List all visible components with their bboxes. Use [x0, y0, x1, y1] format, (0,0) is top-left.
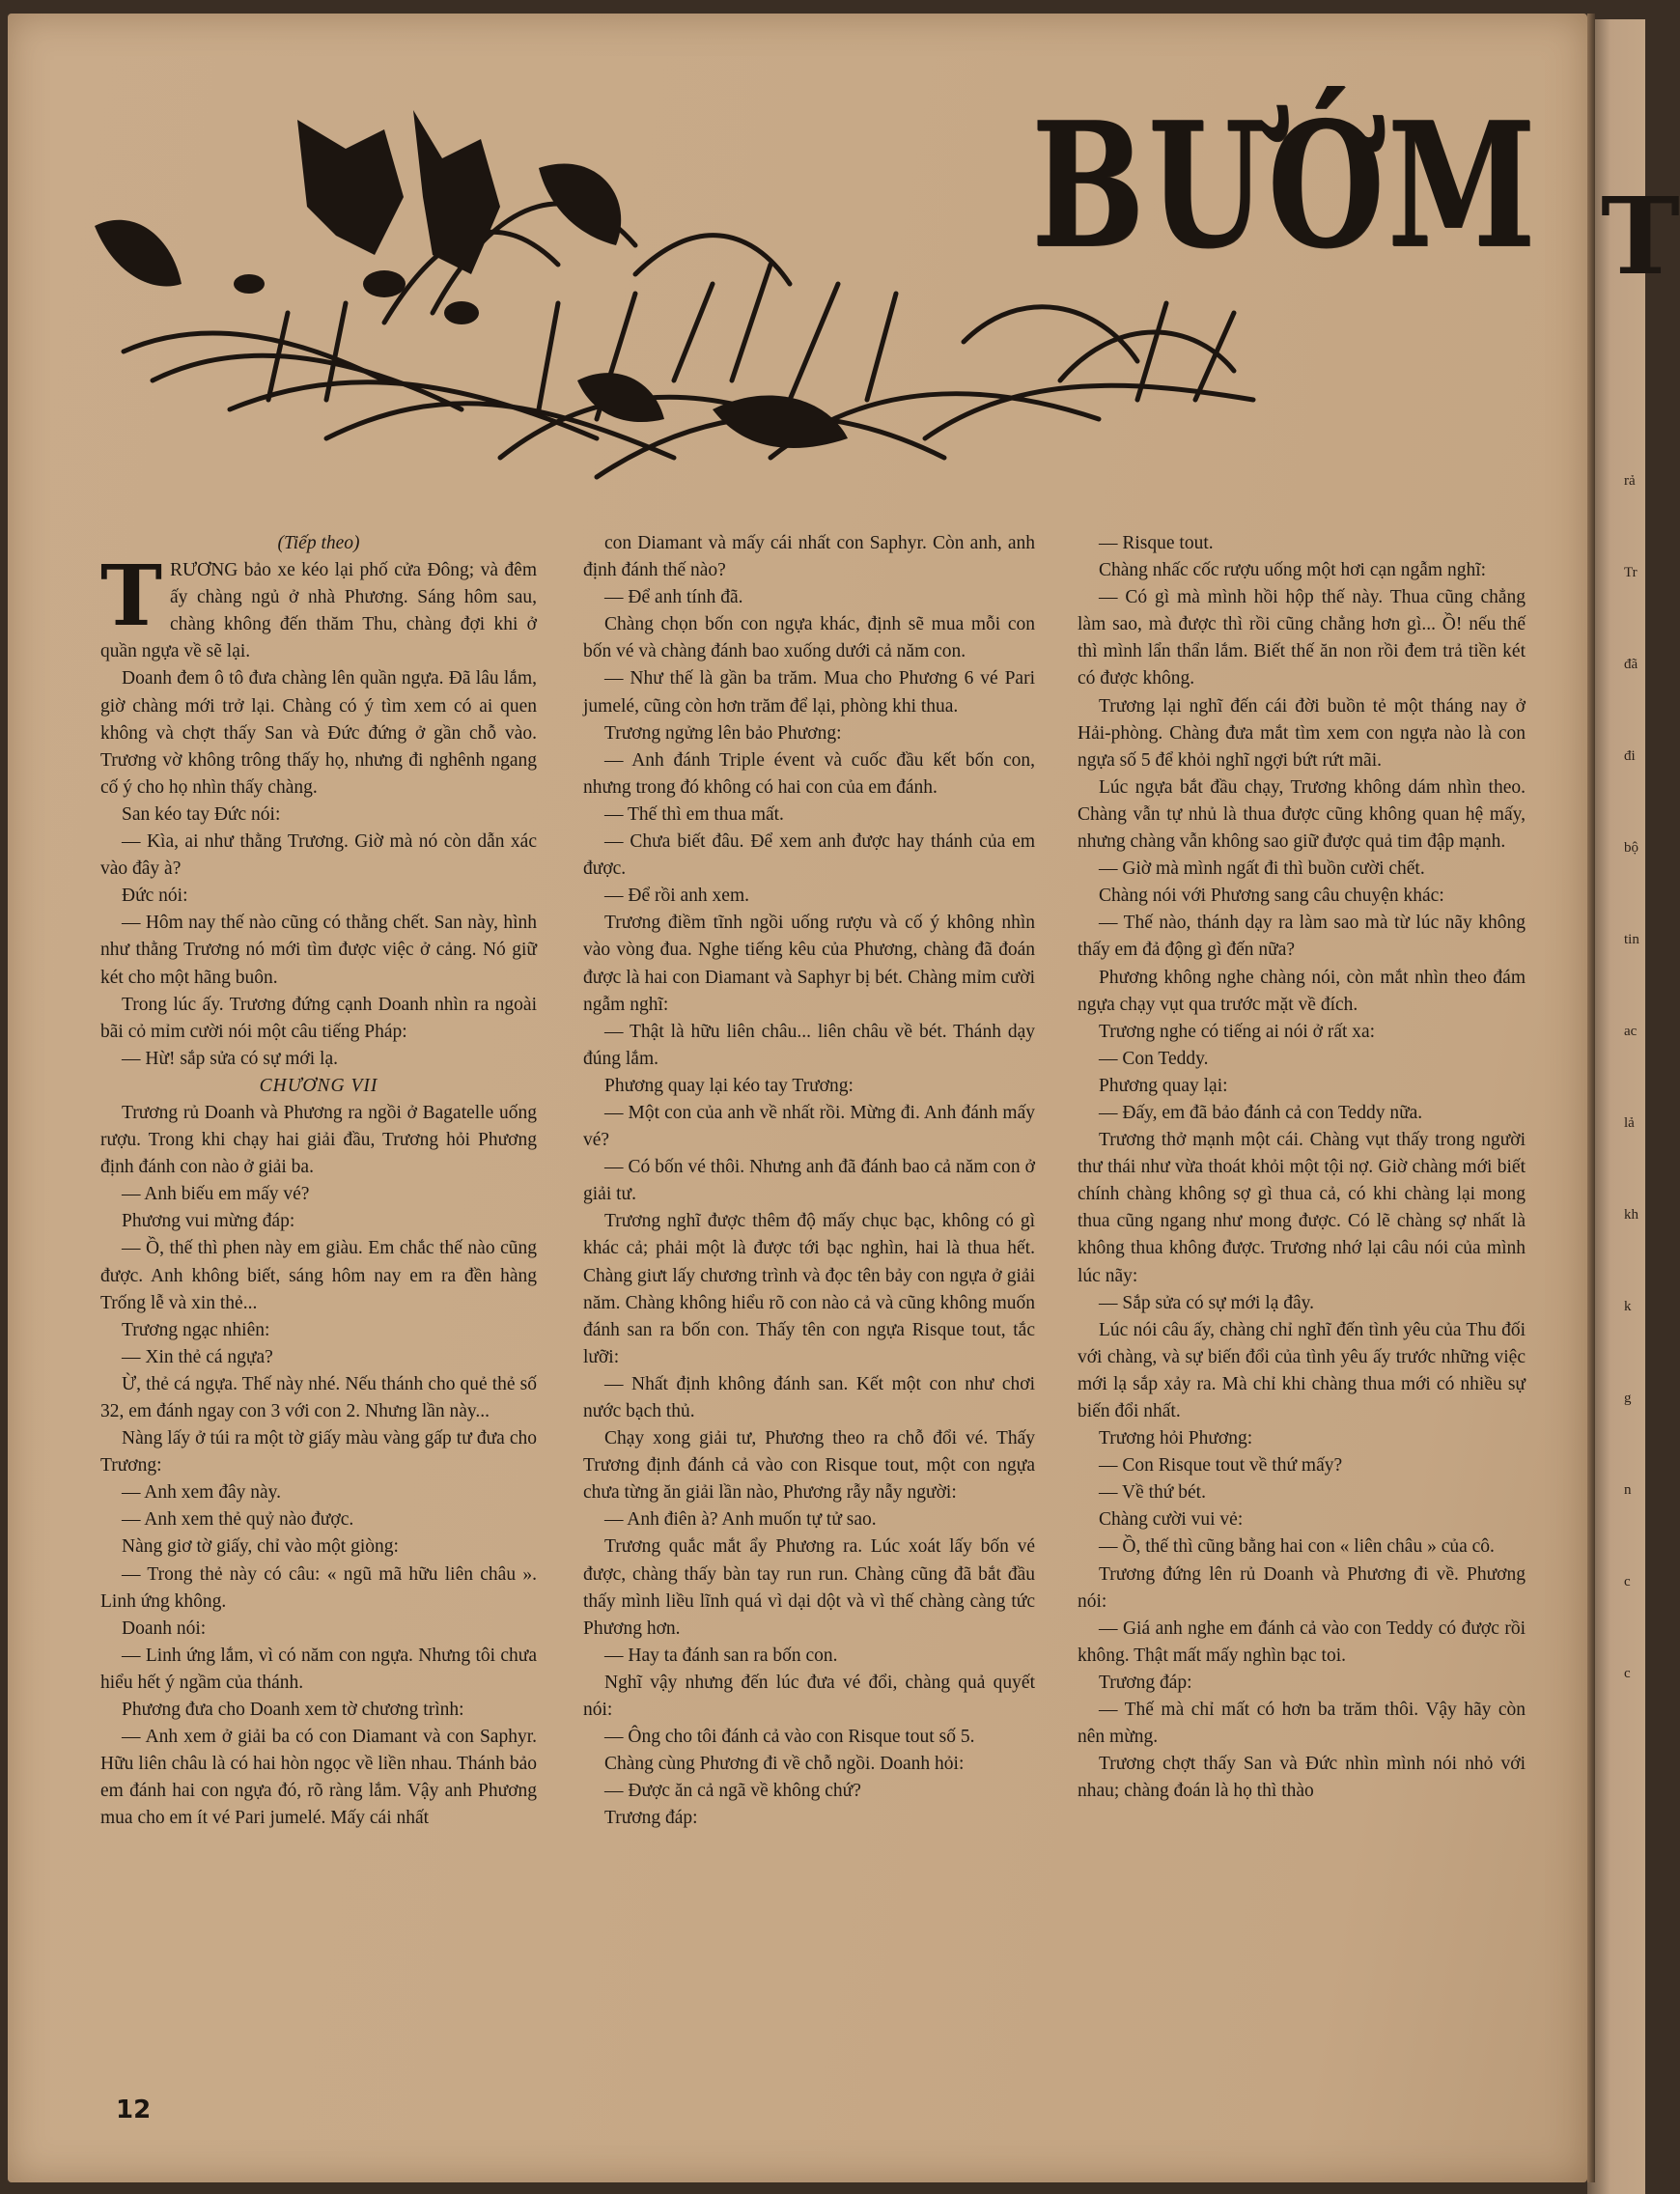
- paragraph: — Sắp sửa có sự mới lạ đây.: [1099, 1292, 1314, 1313]
- paragraph: — Anh xem đây này.: [122, 1482, 281, 1504]
- paragraph: Trương quắc mắt ẩy Phương ra. Lúc xoát lấy bốn vé được, chàng thấy bàn tay run run. Chàng cũng đã bắt đầu thấy mình liều lĩnh quá vì dại dột và vì thế chàng càng tức Phương hơn.: [583, 1536, 1035, 1639]
- paragraph: Doanh đem ô tô đưa chàng lên quần ngựa. Đã lâu lắm, giờ chàng mới trở lại. Chàng có ý tìm xem có ai quen không và chợt thấy San và Đức đứng ở gần chỗ vào. Trương vờ không trông thấy họ, nhưng đi nghênh ngang cố ý cho họ nhìn thấy chàng.: [100, 668, 537, 798]
- paragraph: con Diamant và mấy cái nhất con Saphyr. Còn anh, anh định đánh thế nào?: [583, 533, 1035, 581]
- adjacent-page-text-fragment: kh: [1624, 1207, 1638, 1223]
- paragraph: Lúc ngựa bắt đầu chạy, Trương không dám nhìn theo. Chàng vẫn tự nhủ là thua được cũng không quan hệ mấy, nhưng chàng vẫn không sao giữ được quả tim đập mạnh.: [1078, 776, 1526, 853]
- paragraph: — Risque tout.: [1099, 533, 1214, 553]
- magazine-page: [8, 14, 1587, 2182]
- paragraph: Chàng nhấc cốc rượu uống một hơi cạn ngẫm nghĩ:: [1099, 560, 1487, 581]
- subtitle: (Tiếp theo): [277, 533, 360, 553]
- adjacent-page-text-fragment: đã: [1624, 657, 1638, 672]
- paragraph: Nàng lấy ở túi ra một tờ giấy màu vàng gấp tư đưa cho Trương:: [100, 1428, 537, 1477]
- binding-spine: [1587, 14, 1595, 2182]
- paragraph: Phương đưa cho Doanh xem tờ chương trình:: [122, 1700, 464, 1721]
- paragraph: Đức nói:: [122, 886, 188, 907]
- paragraph: — Một con của anh về nhất rồi. Mừng đi. Anh đánh mấy vé?: [583, 1102, 1035, 1151]
- paragraph: — Như thế là gần ba trăm. Mua cho Phương 6 vé Pari jumelé, cũng còn hơn trăm để lại, phòng khi thua.: [583, 668, 1035, 717]
- paragraph: — Anh điên à? Anh muốn tự tử sao.: [604, 1509, 877, 1531]
- paragraph: Phương quay lại:: [1099, 1075, 1228, 1096]
- paragraph: — Anh xem ở giải ba có con Diamant và con Saphyr. Hữu liên châu là có hai hòn ngọc về liền nhau. Thánh bảo em đánh hai con ngựa đó, rõ ràng lắm. Vậy anh Phương mua cho em ít vé Pari jumelé. Mấy cái nhất: [100, 1727, 537, 1829]
- adjacent-page-edge: [1587, 19, 1680, 2194]
- paragraph: — Kìa, ai như thằng Trương. Giờ mà nó còn dẫn xác vào đây à?: [100, 831, 537, 880]
- adjacent-page-text-fragment: đi: [1624, 748, 1636, 764]
- paragraph: — Thật là hữu liên châu... liên châu về bét. Thánh dạy đúng lắm.: [583, 1021, 1035, 1069]
- chapter-heading: CHƯƠNG VII: [259, 1075, 378, 1096]
- paragraph: — Được ăn cả ngã về không chứ?: [604, 1781, 861, 1802]
- paragraph: Nghĩ vậy nhưng đến lúc đưa vé đổi, chàng quả quyết nói:: [583, 1672, 1035, 1721]
- adjacent-page-text-fragment: tin: [1624, 932, 1639, 947]
- adjacent-page-text-fragment: g: [1624, 1391, 1632, 1406]
- adjacent-page-text-fragment: c: [1624, 1574, 1631, 1589]
- paragraph: — Thế mà chỉ mất có hơn ba trăm thôi. Vậy hãy còn nên mừng.: [1078, 1700, 1526, 1748]
- paragraph: Chàng chọn bốn con ngựa khác, định sẽ mua mỗi con bốn vé và chàng đánh bao xuống dưới cả năm con.: [583, 614, 1035, 662]
- paragraph: Trương hỏi Phương:: [1099, 1428, 1253, 1449]
- paragraph: Nàng giơ tờ giấy, chỉ vào một giòng:: [122, 1536, 399, 1558]
- paragraph: — Xin thẻ cá ngựa?: [122, 1346, 273, 1367]
- paragraph: Doanh nói:: [122, 1617, 207, 1639]
- adjacent-page-text-fragment: bộ: [1624, 840, 1638, 856]
- paragraph: — Linh ứng lắm, vì có năm con ngựa. Nhưng tôi chưa hiểu hết ý ngầm của thánh.: [100, 1645, 537, 1693]
- paragraph: Phương quay lại kéo tay Trương:: [604, 1075, 854, 1096]
- paragraph: — Về thứ bét.: [1099, 1482, 1206, 1504]
- adjacent-page-text-fragment: ac: [1624, 1024, 1638, 1039]
- paragraph: — Thế thì em thua mất.: [604, 803, 784, 825]
- paragraph: Trương chợt thấy San và Đức nhìn mình nói nhỏ với nhau; chàng đoán là họ thì thào: [1078, 1754, 1526, 1802]
- text-column-1: [100, 530, 537, 1833]
- adjacent-page-text-fragment: Tr: [1624, 565, 1638, 580]
- adjacent-page-text-fragment: lả: [1624, 1115, 1635, 1131]
- opening-paragraph: TRƯƠNG bảo xe kéo lại phố cửa Đông; và đêm ấy chàng ngủ ở nhà Phương. Sáng hôm sau, chàng không đến thăm Thu, chàng đợi khi ở quần ngựa về sẽ lại.: [100, 548, 537, 662]
- paragraph: — Ông cho tôi đánh cả vào con Risque tout số 5.: [604, 1727, 975, 1748]
- paragraph: — Hôm nay thế nào cũng có thằng chết. San này, hình như thằng Trương nó mới tìm được việc ở cảng. Nó giữ két cho một hãng buôn.: [100, 913, 537, 988]
- paragraph: — Anh biếu em mấy vé?: [122, 1184, 310, 1205]
- paragraph: — Hừ! sắp sửa có sự mới lạ.: [122, 1048, 338, 1069]
- paragraph: Chạy xong giải tư, Phương theo ra chỗ đổi vé. Thấy Trương định đánh cả vào con Risque tout, một con ngựa chưa từng ăn giải lần nào, Phương rẫy nẫy người:: [583, 1428, 1035, 1504]
- paragraph: — Anh đánh Triple évent và cuốc đầu kết bốn con, nhưng trong đó không có hai con của em đánh.: [583, 749, 1035, 798]
- paragraph: Chàng cùng Phương đi về chỗ ngồi. Doanh hỏi:: [604, 1754, 965, 1775]
- paragraph: Chàng cười vui vẻ:: [1099, 1509, 1244, 1531]
- adjacent-page-text-fragment: c: [1624, 1666, 1631, 1681]
- paragraph: — Để rồi anh xem.: [604, 886, 750, 907]
- paragraph: — Con Risque tout về thứ mấy?: [1099, 1455, 1343, 1477]
- paragraph: Trương ngạc nhiên:: [122, 1319, 270, 1340]
- paragraph: — Nhất định không đánh san. Kết một con như chơi nước bạch thủ.: [583, 1373, 1035, 1421]
- paragraph: Trương thở mạnh một cái. Chàng vụt thấy trong người thư thái như vừa thoát khỏi một tội nợ. Giờ chàng mới biết chính chàng không sợ gì thua cả, có khi chàng lại mong thua cũng ngang như mong được. Có lẽ chàng sợ nhất là không thua không được. Trương nhớ lại câu nói của mình lúc nãy:: [1078, 1130, 1526, 1286]
- paragraph: Trương đáp:: [604, 1808, 698, 1829]
- paragraph: Phương vui mừng đáp:: [122, 1211, 295, 1232]
- paragraph: Trương điềm tĩnh ngồi uống rượu và cố ý không nhìn vào vòng đua. Nghe tiếng kêu của Phương, chàng đã đoán được là hai con Diamant và Saphyr bị bét. Chàng mỉm cười ngẫm nghĩ:: [583, 913, 1035, 1015]
- paragraph: — Anh xem thẻ quỷ nào được.: [122, 1509, 354, 1531]
- paragraph: Trương đứng lên rủ Doanh và Phương đi về. Phương nói:: [1078, 1563, 1526, 1612]
- paragraph: San kéo tay Đức nói:: [122, 803, 281, 825]
- adjacent-page-text-fragment: rả: [1624, 473, 1636, 489]
- paragraph: Trương lại nghĩ đến cái đời buồn tẻ một tháng nay ở Hải-phòng. Chàng đưa mắt tìm xem con ngựa nào là con ngựa số 5 để khỏi nghĩ ngợi bứt rứt mãi.: [1078, 695, 1526, 771]
- paragraph: Phương không nghe chàng nói, còn mắt nhìn theo đám ngựa chạy vụt qua trước mặt về đích.: [1078, 967, 1526, 1015]
- page-number: 12: [116, 2096, 152, 2124]
- paragraph: — Có gì mà mình hồi hộp thế này. Thua cũng chẳng làm sao, mà được thì rồi cũng chẳng hơn gì... Ồ! nếu thế thì mình lẩn thẩn lắm. Biết thế ăn non rồi đem trả tiền két có được không.: [1078, 587, 1526, 689]
- text-column-3: [1078, 530, 1526, 1805]
- paragraph: Ừ, thẻ cá ngựa. Thế này nhé. Nếu thánh cho quẻ thẻ số 32, em đánh ngay con 3 với con 2. Nhưng lần này...: [100, 1373, 537, 1421]
- paragraph: — Ồ, thế thì cũng bằng hai con « liên châu » của cô.: [1099, 1536, 1495, 1558]
- paragraph: Trương đáp:: [1099, 1672, 1192, 1693]
- paragraph: Trương nghĩ được thêm độ mấy chục bạc, không có gì khác cả; phải một là được tới bạc nghìn, hai là thua hết. Chàng giưt lấy chương trình và đọc tên bảy con ngựa ở giải năm. Chàng không hiểu rõ con nào cả và cũng không muốn đánh san ra bốn con. Thấy tên con ngựa Risque tout, tắc lưỡi:: [583, 1211, 1035, 1367]
- paragraph: — Giá anh nghe em đánh cả vào con Teddy có được rồi không. Thật mất mấy nghìn bạc toi.: [1078, 1617, 1526, 1666]
- paragraph: — Có bốn vé thôi. Nhưng anh đã đánh bao cả năm con ở giải tư.: [583, 1157, 1035, 1205]
- paragraph: Lúc nói câu ấy, chàng chỉ nghĩ đến tình yêu của Thu đối với chàng, và sự biến đổi của tình yêu ấy trước những việc mới lạ sắp xảy ra. Mà chỉ khi chàng thua mới có nhiều sự biến đổi nhất.: [1078, 1319, 1526, 1421]
- adjacent-page-text-fragment: k: [1624, 1299, 1632, 1314]
- paragraph: — Chưa biết đâu. Để xem anh được hay thánh của em được.: [583, 831, 1035, 880]
- paragraph: — Đấy, em đã bảo đánh cả con Teddy nữa.: [1099, 1102, 1423, 1123]
- paragraph: — Giờ mà mình ngất đi thì buồn cười chết.: [1099, 858, 1425, 880]
- paragraph: — Ồ, thế thì phen này em giàu. Em chắc thế nào cũng được. Anh không biết, sáng hôm nay em ra đền hàng Trống lễ và xin thẻ...: [100, 1238, 537, 1313]
- paragraph: Trương ngửng lên bảo Phương:: [604, 722, 842, 744]
- paragraph: Trương rủ Doanh và Phương ra ngồi ở Bagatelle uống rượu. Trong khi chạy hai giải đầu, Trương hỏi Phương định đánh con nào ở giải ba.: [100, 1102, 537, 1178]
- paragraph: Trong lúc ấy. Trương đứng cạnh Doanh nhìn ra ngoài bãi cỏ mỉm cười nói một câu tiếng Pháp:: [100, 994, 537, 1042]
- paragraph: — Hay ta đánh san ra bốn con.: [604, 1645, 838, 1666]
- paragraph: — Để anh tính đã.: [604, 587, 743, 608]
- paragraph: — Thế nào, thánh dạy ra làm sao mà từ lúc nãy không thấy em đả động gì đến nữa?: [1078, 913, 1526, 961]
- text-column-2: [583, 530, 1035, 1833]
- paragraph: Chàng nói với Phương sang câu chuyện khác:: [1099, 886, 1444, 907]
- paragraph: — Trong thẻ này có câu: « ngũ mã hữu liên châu ». Linh ứng không.: [100, 1563, 537, 1612]
- article-title: BƯỚM: [1031, 84, 1539, 286]
- adjacent-page-text-fragment: n: [1624, 1482, 1632, 1498]
- paragraph: — Con Teddy.: [1099, 1048, 1209, 1069]
- adjacent-page-letter: T: [1601, 174, 1680, 298]
- drop-cap: T: [100, 548, 162, 646]
- paragraph: Trương nghe có tiếng ai nói ở rất xa:: [1099, 1021, 1376, 1042]
